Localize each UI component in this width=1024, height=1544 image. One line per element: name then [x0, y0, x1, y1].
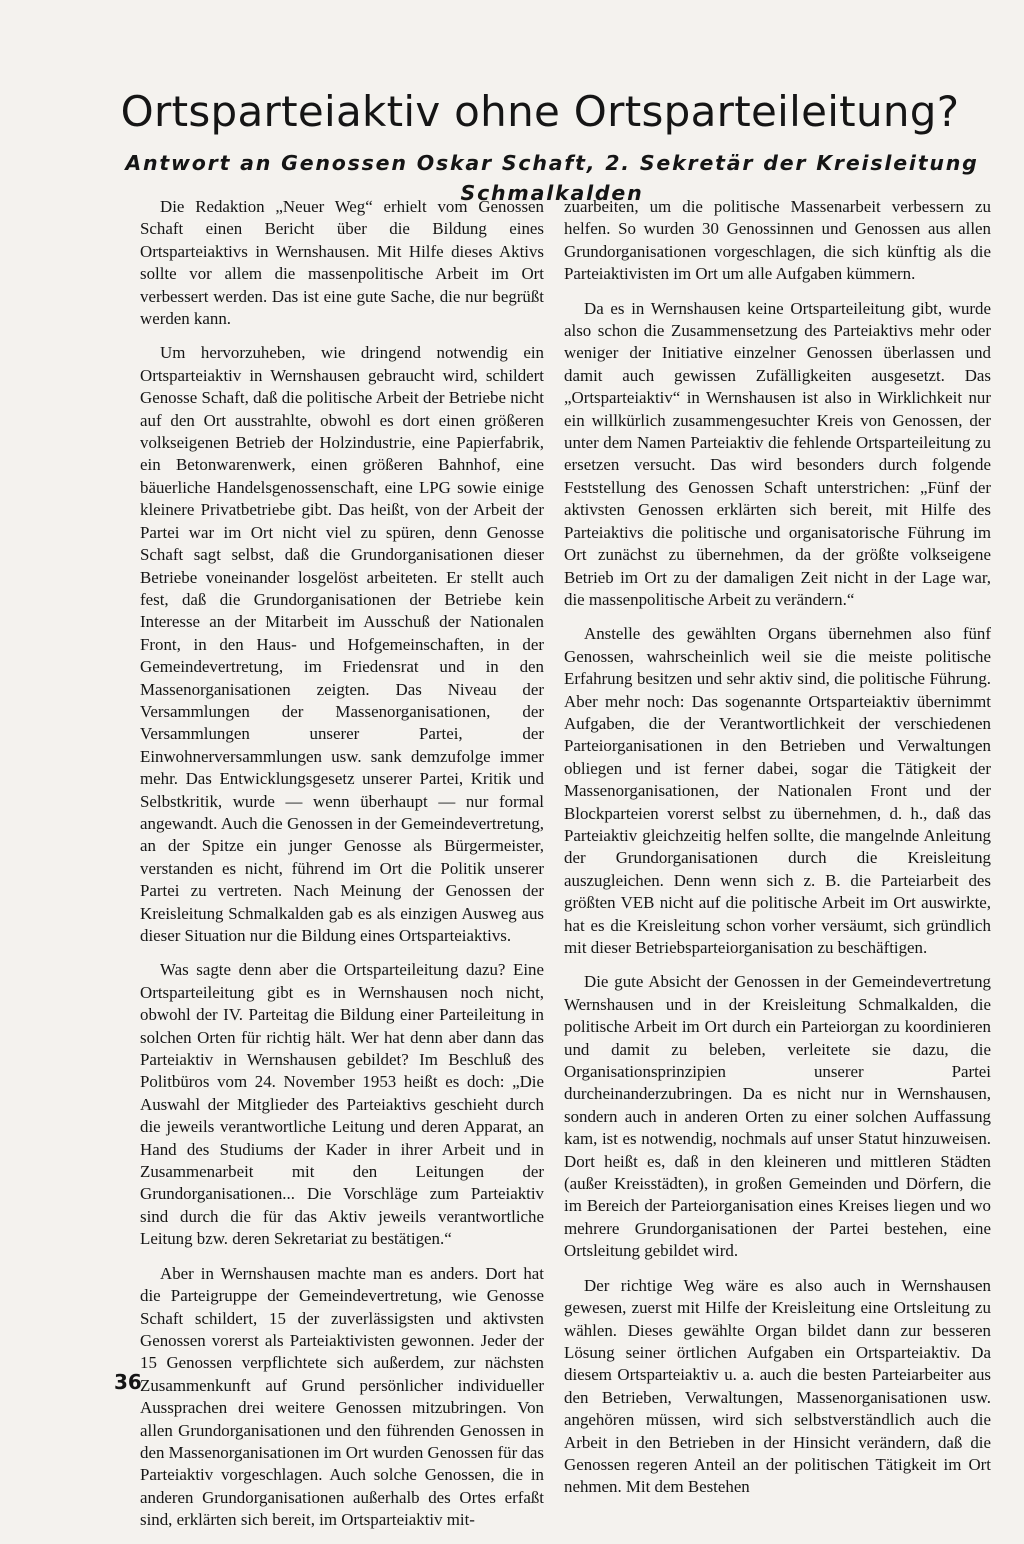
- page-number: 36: [114, 1370, 142, 1394]
- paragraph: Da es in Wernshausen keine Ortsparteileitung gibt, wurde also schon die Zusammensetzung des Parteiaktivs mehr oder weniger der Initiative einzelner Genossen überlassen und damit auch gewissen Zufälligkeiten ausgesetzt. Das „Ortsparteiaktiv“ in Wernshausen ist also in Wirklichkeit nur ein willkürlich zusammengesuchter Kreis von Genossen, der unter dem Namen Parteiaktiv die fehlende Ortsparteileitung zu ersetzen versucht. Das wird besonders durch folgende Feststellung des Genossen Schaft unterstrichen: „Fünf der aktivsten Genossen erklärten sich bereit, mit Hilfe des Parteiaktivs die politische und organisatorische Führung im Ort zunächst zu übernehmen, da der größte volkseigene Betrieb im Ort zu der damaligen Zeit nicht in der Lage war, die massenpolitische Arbeit zu verändern.“: [564, 298, 991, 609]
- article-title: Ortsparteiaktiv ohne Ortsparteileitung?: [120, 87, 960, 136]
- paragraph: Um hervorzuheben, wie dringend notwendig ein Ortsparteiaktiv in Wernshausen gebraucht wird, schildert Genosse Schaft, daß die politische Arbeit der Betriebe nicht auf den Ort ausstrahlte, obwohl es dort einen größeren volkseigenen Betrieb der Holzindustrie, eine Papierfabrik, ein Betonwarenwerk, einen größeren Bahnhof, eine bäuerliche Handelsgenossenschaft, eine LPG sowie einige kleinere Privatbetriebe gibt. Das heißt, von der Arbeit der Partei war im Ort nicht viel zu spüren, denn Genosse Schaft sagt selbst, daß die Grundorganisationen dieser Betriebe voneinander losgelöst arbeiteten. Er stellt auch fest, daß die Grundorganisationen der Betriebe kein Interesse an der Mitarbeit im Ausschuß der Nationalen Front, in den Haus- und Hofgemeinschaften, in der Gemeindevertretung, im Friedensrat und in den Massenorganisationen zeigten. Das Niveau der Versammlungen der Massenorganisationen, der Versammlungen unserer Partei, der Einwohnerversammlungen usw. sank demzufolge immer mehr. Das Entwicklungsgesetz unserer Partei, Kritik und Selbstkritik, wurde — wenn überhaupt — nur formal angewandt. Auch die Genossen in der Gemeindevertretung, an der Spitze ein junger Genosse als Bürgermeister, verstanden es nicht, führend im Ort die Politik unserer Partei zu vertreten. Nach Meinung der Genossen der Kreisleitung Schmalkalden gab es als einzigen Ausweg aus dieser Situation nur die Bildung eines Ortsparteiaktivs.: [140, 343, 544, 945]
- paragraph: Die gute Absicht der Genossen in der Gemeindevertretung Wernshausen und in der Kreisleitung Schmalkalden, die politische Arbeit im Ort durch ein Parteiorgan zu koordinieren und damit zu beleben, verleitete sie dazu, die Organisationsprinzipien unserer Partei durcheinanderzubringen. Da es nicht nur in Wernshausen, sondern auch in anderen Orten zu einer solchen Auffassung kam, ist es notwendig, nochmals auf unser Statut hinzuweisen. Dort heißt es, daß in den kleineren und mittleren Städten (außer Kreisstädten), in großen Gemeinden und Dörfern, die im Bereich der Parteiorganisation eines Kreises liegen und wo mehrere Grundorganisationen der Partei bestehen, eine Ortsleitung gebildet wird.: [564, 972, 991, 1261]
- paragraph: Der richtige Weg wäre es also auch in Wernshausen gewesen, zuerst mit Hilfe der Kreisleitung eine Ortsleitung zu wählen. Dieses gewählte Organ bildet dann zur besseren Lösung seiner örtlichen Aufgaben ein Ortsparteiaktiv. Da diesem Ortsparteiaktiv u. a. auch die besten Parteiarbeiter aus den Betrieben, Verwaltungen, Massenorganisationen usw. angehören müssen, wird sich selbstverständlich auch die Arbeit in den Betrieben in der Hinsicht verändern, daß die Genossen regeren Anteil an der politischen Tätigkeit im Ort nehmen. Mit dem Bestehen: [564, 1275, 991, 1497]
- paragraph: Was sagte denn aber die Ortsparteileitung dazu? Eine Ortsparteileitung gibt es in Wernshausen noch nicht, obwohl der IV. Parteitag die Bildung einer Parteileitung in solchen Orten für richtig hält. Wer hat denn aber dann das Parteiaktiv in Wernshausen gebildet? Im Beschluß des Politbüros vom 24. November 1953 heißt es doch: „Die Auswahl der Mitglieder des Parteiaktivs geschieht durch die jeweils verantwortliche Leitung und deren Apparat, an Hand des Studiums der Kader in ihrer Arbeit und in Zusammenarbeit mit den Leitungen der Grundorganisationen... Die Vorschläge zum Parteiaktiv sind durch die für das Aktiv jeweils verantwortliche Leitung bzw. deren Sekretariat zu bestätigen.“: [140, 960, 544, 1249]
- paragraph: Die Redaktion „Neuer Weg“ erhielt vom Genossen Schaft einen Bericht über die Bildung eines Ortsparteiaktivs in Wernshausen. Mit Hilfe dieses Aktivs sollte vor allem die massenpolitische Arbeit im Ort verbessert werden. Das ist eine gute Sache, die nur begrüßt werden kann.: [140, 197, 544, 329]
- paragraph: Aber in Wernshausen machte man es anders. Dort hat die Parteigruppe der Gemeindevertretung, wie Genosse Schaft schildert, 15 der zuverlässigsten und aktivsten Genossen vorerst als Parteiaktivisten gewonnen. Jeder der 15 Genossen verpflichtete sich außerdem, zur nächsten Zusammenkunft auf Grund persönlicher individueller Aussprachen drei weitere Genossen mitzubringen. Von allen Grundorganisationen und den führenden Genossen in den Massenorganisationen im Ort wurden Genossen für das Parteiaktiv vorgeschlagen. Auch solche Genossen, die in anderen Grundorganisationen außerhalb des Ortes erfaßt sind, erklärten sich bereit, im Ortsparteiaktiv mit-: [140, 1263, 544, 1530]
- paragraph-continued: zuarbeiten, um die politische Massenarbeit verbessern zu helfen. So wurden 30 Genossinnen und Genossen aus allen Grundorganisationen vorgeschlagen, die sich künftig als die Parteiaktivisten im Ort um alle Aufgaben kümmern.: [564, 197, 991, 284]
- text-column-right: [564, 196, 991, 1511]
- paragraph: Anstelle des gewählten Organs übernehmen also fünf Genossen, wahrscheinlich weil sie die meiste politische Erfahrung besitzen und sehr aktiv sind, die politische Führung. Aber mehr noch: Das sogenannte Ortsparteiaktiv übernimmt Aufgaben, die der Verantwortlichkeit der verschiedenen Parteiorganisationen in den Betrieben und Verwaltungen obliegen und ist ferner dabei, sogar die Tätigkeit der Massenorganisationen, der Nationalen Front und der Blockparteien vorerst selbst zu übernehmen, d. h., daß das Parteiaktiv gleichzeitig helfen sollte, die mangelnde Anleitung der Grundorganisationen durch die Kreisleitung auszugleichen. Denn wenn sich z. B. die Parteiarbeit des größten VEB nicht auf die politische Arbeit im Ort auswirkte, hat es die Kreisleitung schon vorher versäumt, sich gründlich mit dieser Betriebsparteiorganisation zu beschäftigen.: [564, 624, 991, 957]
- text-column-left: [140, 196, 544, 1544]
- article-subtitle: Antwort an Genossen Oskar Schaft, 2. Sekretär der Kreisleitung Schmalkalden: [125, 151, 979, 205]
